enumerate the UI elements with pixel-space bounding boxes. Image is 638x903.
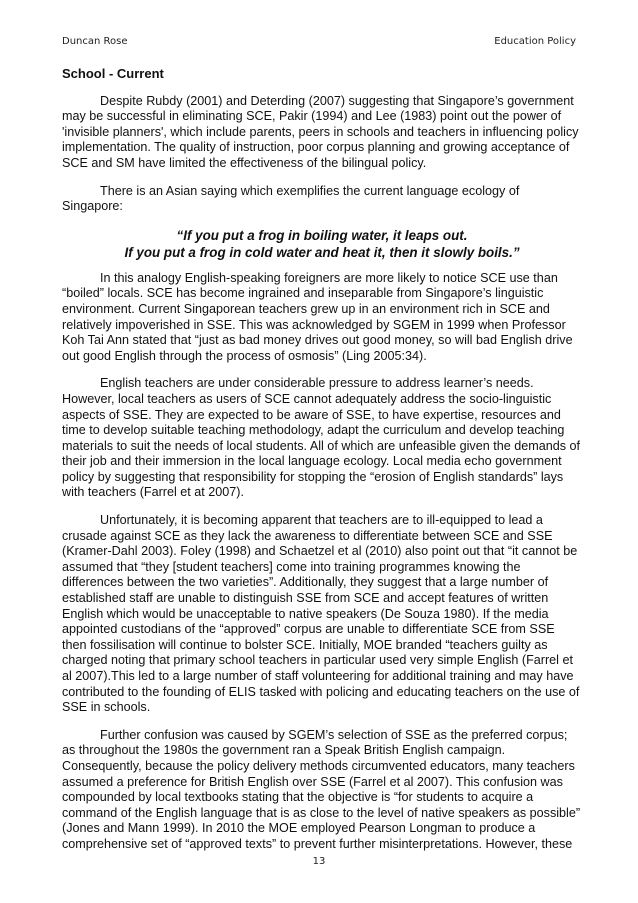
paragraph-4: English teachers are under considerable pressure to address learner’s needs. However, local teachers as users of SCE cannot adequately address the socio-linguistic aspects of SSE. They are expected to be aware of SSE, to have expertise, resources and time to develop suitable teaching methodology, adapt the curriculum and develop teaching materials to suit the needs of local students. All of which are unfeasible given the demands of their job and their immersion in the local language ecology. Local media echo government policy by suggesting that responsibility for stopping the “erosion of English standards” lays with teachers (Farrel et at 2007). <box>62 376 581 500</box>
paragraph-6: Further confusion was caused by SGEM’s selection of SSE as the preferred corpus; as throughout the 1980s the government ran a Speak British English campaign. Consequently, because the policy delivery methods circumvented educators, many teachers assumed a preference for British English over SSE (Farrel et al 2007). This confusion was compounded by local textbooks stating that the objective is “for students to acquire a command of the English language that is as close to the level of native speakers as possible” (Jones and Mann 1999). In 2010 the MOE employed Pearson Longman to produce a comprehensive set of “approved texts” to prevent further misinterpretations. However, these <box>62 727 581 851</box>
quote-line-2: If you put a frog in cold water and heat it, then it slowly boils.” <box>124 244 520 260</box>
paragraph-5: Unfortunately, it is becoming apparent that teachers are to ill-equipped to lead a crusade against SCE as they lack the awareness to differentiate between SCE and SSE (Kramer-Dahl 2003). Foley (1998) and Schaetzel et al (2010) also point out that “it cannot be assumed that “they [student teachers] come into training programmes knowing the differences between the two varieties”. Additionally, they suggest that a large number of established staff are unable to distinguish SSE from SCE and accept features of written English which would be unacceptable to native speakers (De Souza 1980). If the media appointed custodians of the “approved” corpus are unable to differentiate SCE from SSE then fossilisation will continue to bolster SCE. Initially, MOE branded “teachers guilty as charged noting that primary school teachers in particular used very simple English (Farrel et al 2007).This led to a large number of staff volunteering for additional training and may have contributed to the founding of ELIS tasked with policing and educating teachers on the use of SSE in schools. <box>62 513 580 715</box>
quote-line-1: “If you put a frog in boiling water, it leaps out. <box>176 227 468 243</box>
section-heading: School - Current <box>62 66 164 81</box>
header-title: Education Policy <box>494 36 576 47</box>
page-body <box>62 66 582 865</box>
paragraph-2: There is an Asian saying which exemplifies the current language ecology of Singapore: <box>62 183 520 214</box>
page-number: 13 <box>312 856 326 867</box>
paragraph-1: Despite Rubdy (2001) and Deterding (2007) suggesting that Singapore’s government may be successful in eliminating SCE, Pakir (1994) and Lee (1983) point out the power of 'invisible planners', which include parents, peers in schools and teachers in influencing policy implementation. The quality of instruction, poor corpus planning and growing acceptance of SCE and SM have limited the effectiveness of the bilingual policy. <box>62 93 579 170</box>
paragraph-3: In this analogy English-speaking foreigners are more likely to notice SCE use than “boiled” locals. SCE has become ingrained and inseparable from Singapore’s linguistic environment. Current Singaporean teachers grew up in an environment rich in SCE and relatively impoverished in SSE. This was acknowledged by SGEM in 1999 when Professor Koh Tai Ann stated that “just as bad money drives out good money, so will bad English drive out good English through the process of osmosis” (Ling 2005:34). <box>62 270 573 363</box>
header-author: Duncan Rose <box>62 36 128 47</box>
block-quote <box>62 227 582 261</box>
